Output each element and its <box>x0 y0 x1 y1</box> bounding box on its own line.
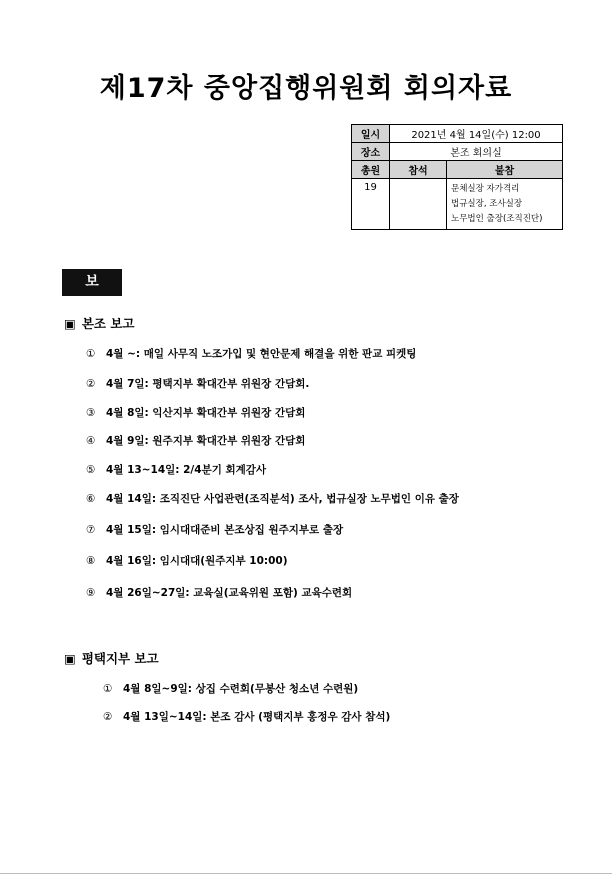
list-item <box>103 709 390 724</box>
item-number: ① <box>86 348 96 360</box>
absent-line: 법규실장, 조사실장 <box>451 199 523 209</box>
section-title-hq <box>64 314 134 332</box>
item-text: 4월 9일: 원주지부 확대간부 위원장 간담회 <box>106 435 306 447</box>
item-number: ① <box>103 683 113 695</box>
section-title-text: 본조 보고 <box>81 316 135 331</box>
list-item <box>86 522 343 537</box>
item-text: 4월 8일: 익산지부 확대간부 위원장 간담회 <box>106 407 306 419</box>
item-number: ⑧ <box>86 555 96 567</box>
item-text: 4월 13일~14일: 본조 감사 (평택지부 홍정우 감사 참석) <box>123 711 391 723</box>
date-value: 2021년 4월 14일(수) 12:00 <box>390 125 563 143</box>
list-item <box>86 346 416 361</box>
section-title-pyeongtaek <box>64 649 159 667</box>
item-number: ② <box>86 378 96 390</box>
total-value: 19 <box>352 179 390 230</box>
list-item <box>103 681 358 696</box>
attend-value <box>390 179 447 230</box>
section-title-text: 평택지부 보고 <box>81 651 159 666</box>
list-item <box>86 405 305 420</box>
meeting-info-table <box>351 124 563 230</box>
square-bullet-icon: ▣ <box>64 316 76 331</box>
list-item <box>86 585 352 600</box>
list-item <box>86 491 459 506</box>
total-label: 총원 <box>352 161 390 179</box>
place-value: 본조 회의실 <box>390 143 563 161</box>
place-label: 장소 <box>352 143 390 161</box>
list-item <box>86 553 288 568</box>
item-text: 4월 13~14일: 2/4분기 회계감사 <box>106 464 267 476</box>
item-number: ⑥ <box>86 493 96 505</box>
page-bottom-divider <box>0 873 612 874</box>
item-number: ⑦ <box>86 524 96 536</box>
item-text: 4월 8일~9일: 상집 수련회(무봉산 청소년 수련원) <box>123 683 359 695</box>
list-item <box>86 462 266 477</box>
absent-label: 불참 <box>447 161 563 179</box>
list-item <box>86 433 305 448</box>
item-number: ② <box>103 711 113 723</box>
item-number: ⑨ <box>86 587 96 599</box>
absent-line: 노무법인 출장(조직진단) <box>451 214 543 224</box>
date-label: 일시 <box>352 125 390 143</box>
item-number: ③ <box>86 407 96 419</box>
absent-value <box>447 179 563 230</box>
square-bullet-icon: ▣ <box>64 651 76 666</box>
item-number: ④ <box>86 435 96 447</box>
item-text: 4월 7일: 평택지부 확대간부 위원장 간담회. <box>106 378 310 390</box>
report-badge: 보고 <box>62 269 122 296</box>
item-text: 4월 ~: 매일 사무직 노조가입 및 현안문제 해결을 위한 판교 피켓팅 <box>106 348 417 360</box>
absent-line: 문체실장 자가격리 <box>451 184 520 194</box>
attend-label: 참석 <box>390 161 447 179</box>
item-text: 4월 15일: 임시대대준비 본조상집 원주지부로 출장 <box>106 524 344 536</box>
item-text: 4월 16일: 임시대대(원주지부 10:00) <box>106 555 288 567</box>
item-text: 4월 26일~27일: 교육실(교육위원 포함) 교육수련회 <box>106 587 353 599</box>
list-item <box>86 376 309 391</box>
item-text: 4월 14일: 조직진단 사업관련(조직분석) 조사, 법규실장 노무법인 이유 출장 <box>106 493 459 505</box>
page-title: 제17차 중앙집행위원회 회의자료 <box>99 73 513 104</box>
item-number: ⑤ <box>86 464 96 476</box>
